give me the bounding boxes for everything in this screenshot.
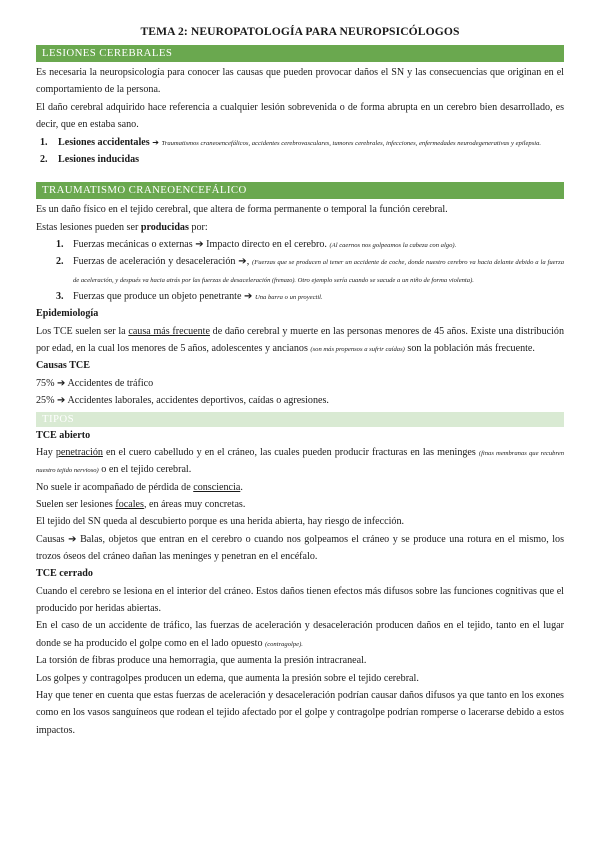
arrow-icon: ➔ — [152, 137, 159, 147]
list-label: Lesiones inducidas — [58, 153, 140, 165]
list-item: 2. Fuerzas de aceleración y desaceleración ➔, (Fuerzas que se producen al tener un accidente de coche, donde nuestro cerebro va hacia delante debido a la fuerza de aceleración, y después va hacia atrás por las fuerzas de desaceleración (frenazo). Otro ejemplo sería cuando se sacude a un niño de forma violenta). — [56, 256, 565, 284]
paragraph: Hay que tener en cuenta que estas fuerzas de aceleración y desaceleración podrían causar daños difusos ya que tanto en los exones como en los vasos sanguíneos que rodean el tejido afectado por el golpe y contragolpe podrían romperse o lacerarse debido a estos impactos. — [36, 689, 564, 736]
page-title: TEMA 2: NEUROPATOLOGÍA PARA NEUROPSICÓLOGOS — [140, 25, 460, 38]
list-item — [36, 151, 564, 168]
paragraph: En el caso de un accidente de tráfico, las fuerzas de aceleración y desaceleración producen daños en el tejido, tanto en el lugar donde se ha producido el golpe como en el lado opuesto (contragolpe). — [36, 620, 564, 649]
list-note: Traumatismos craneoencefálicos, accidentes cerebrovasculares, tumores cerebrales, infecciones, enfermedades neurodegenerativas y epilepsia. — [161, 139, 542, 147]
paragraph: El tejido del SN queda al descubierto porque es una herida abierta, hay riesgo de infección. — [36, 516, 405, 528]
subheading-tce-cerrado: TCE cerrado — [36, 568, 93, 580]
paragraph: Es necesaria la neuropsicología para conocer las causas que pueden provocar daños el SN y las consecuencias que originan en el comportamiento de la persona. — [36, 67, 564, 96]
section-header-tce: TRAUMATISMO CRANEOENCEFÁLICO — [36, 182, 564, 199]
paragraph: Suelen ser lesiones focales, en áreas muy concretas. — [36, 498, 246, 510]
paragraph: Los TCE suelen ser la causa más frecuente de daño cerebral y muerte en las personas menores de 45 años. Existe una distribución por edad, en la cual los menores de 5 años, adolescentes y ancianos (son más propensos a sufrir caídas) son la población más frecuente. — [36, 325, 564, 355]
paragraph: No suele ir acompañado de pérdida de consciencia. — [36, 481, 243, 493]
list-number: 2. — [40, 153, 48, 165]
section-header-tipos: TIPOS — [36, 412, 564, 427]
list-item — [36, 134, 564, 151]
paragraph: Estas lesiones pueden ser producidas por: — [36, 221, 208, 233]
paragraph: 25% ➔ Accidentes laborales, accidentes deportivos, caídas o agresiones. — [36, 395, 329, 407]
paragraph: Es un daño físico en el tejido cerebral, que altera de forma permanente o temporal la función cerebral. — [36, 204, 448, 216]
section-header-lesiones: LESIONES CEREBRALES — [36, 45, 564, 62]
list-label: Lesiones accidentales — [58, 136, 150, 148]
list-item: 3. Fuerzas que produce un objeto penetrante ➔ Una barra o un proyectil. — [56, 291, 323, 303]
paragraph: El daño cerebral adquirido hace referencia a cualquier lesión sobrevenida o de forma abrupta en un cerebro bien desarrollado, es decir, que en estaba sano. — [36, 101, 564, 131]
paragraph: Hay penetración en el cuero cabelludo y en el cráneo, las cuales pueden producir fracturas en las meninges (finas membranas que recubren nuestro tejido nervioso) o en el tejido cerebral. — [36, 446, 564, 476]
paragraph: Los golpes y contragolpes producen un edema, que aumenta la presión sobre el tejido cerebral. — [36, 672, 419, 684]
list-number: 1. — [40, 136, 48, 148]
subheading-epidemiologia: Epidemiología — [36, 308, 99, 320]
paragraph: 75% ➔ Accidentes de tráfico — [36, 377, 154, 389]
forces-list — [36, 236, 564, 305]
paragraph: Cuando el cerebro se lesiona en el interior del cráneo. Estos daños tienen efectos más difusos sobre las funciones cognitivas que el producido por heridas abiertas. — [36, 585, 564, 615]
paragraph: La torsión de fibras produce una hemorragia, que aumenta la presión intracraneal. — [36, 655, 367, 667]
subheading-causas: Causas TCE — [36, 360, 90, 372]
subheading-tce-abierto: TCE abierto — [36, 429, 91, 441]
list-item: 1. Fuerzas mecánicas o externas ➔ Impacto directo en el cerebro. (Al caernos nos golpeamos la cabeza con algo). — [56, 238, 457, 250]
lesion-list — [36, 134, 564, 169]
paragraph: Causas ➔ Balas, objetos que entran en el cerebro o cuando nos golpeamos el cráneo y se produce una rotura en el mismo, los trozos óseos del cráneo dañan las meninges y penetran en el encéfalo. — [36, 533, 564, 563]
